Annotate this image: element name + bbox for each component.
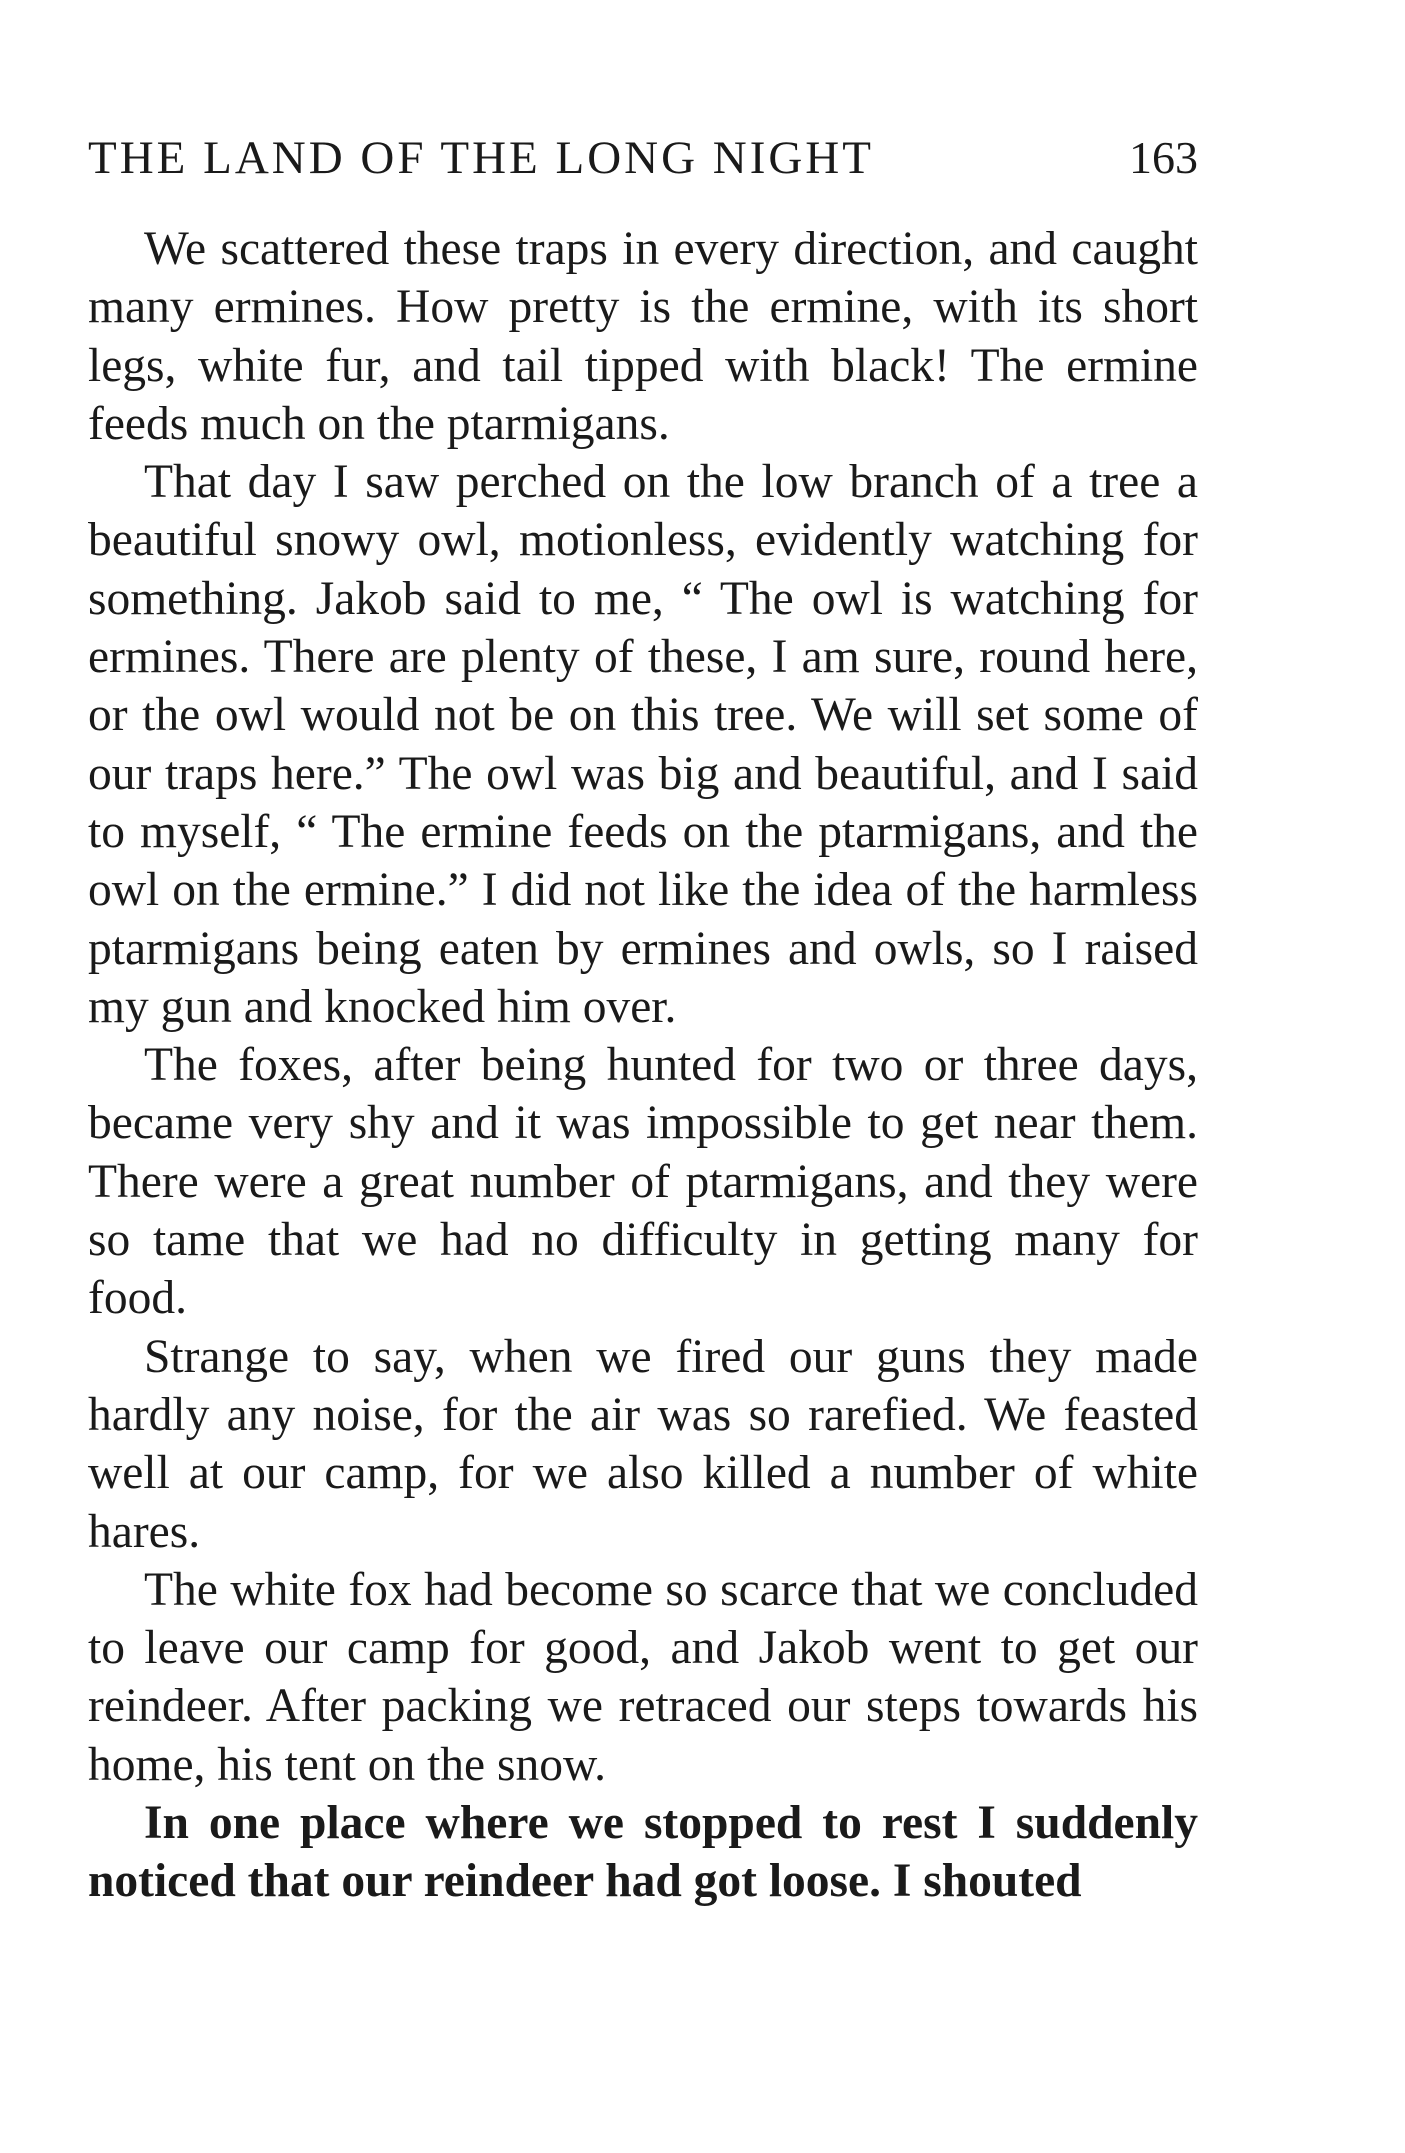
paragraph: We scattered these traps in every direction, and caught many ermines. How pretty is the ermine, with its short legs, white fur, and tail tipped with black! The ermine feeds much on the ptarmigans. <box>88 223 1198 450</box>
paragraph: Strange to say, when we fired our guns they made hardly any noise, for the air was so rarefied. We feasted well at our camp, for we also killed a number of white hares. <box>88 1330 1198 1558</box>
paragraph: That day I saw perched on the low branch of a tree a beautiful snowy owl, motionless, evidently watching for something. Jakob said to me, “ The owl is watching for ermines. There are plenty of these, I am sure, round here, or the owl would not be on this tree. We will set some of our traps here.” The owl was big and beautiful, and I said to myself, “ The ermine feeds on the ptarmigans, and the owl on the ermine.” I did not like the idea of the harmless ptarmigans being eaten by ermines and owls, so I raised my gun and knocked him over. <box>88 456 1198 1033</box>
running-head <box>88 128 1198 188</box>
running-head-title: THE LAND OF THE LONG NIGHT <box>88 132 874 184</box>
page-number: 163 <box>1129 132 1198 183</box>
paragraph: The foxes, after being hunted for two or three days, became very shy and it was impossible to get near them. There were a great number of ptarmigans, and they were so tame that we had no difficulty in getting many for food. <box>88 1039 1198 1325</box>
body-text <box>88 220 1198 1911</box>
paragraph: The white fox had become so scarce that we concluded to leave our camp for good, and Jakob went to get our reindeer. After packing we retraced our steps towards his home, his tent on the snow. <box>88 1563 1198 1791</box>
paragraph: In one place where we stopped to rest I suddenly noticed that our reindeer had got loose. I shouted <box>88 1797 1198 1908</box>
